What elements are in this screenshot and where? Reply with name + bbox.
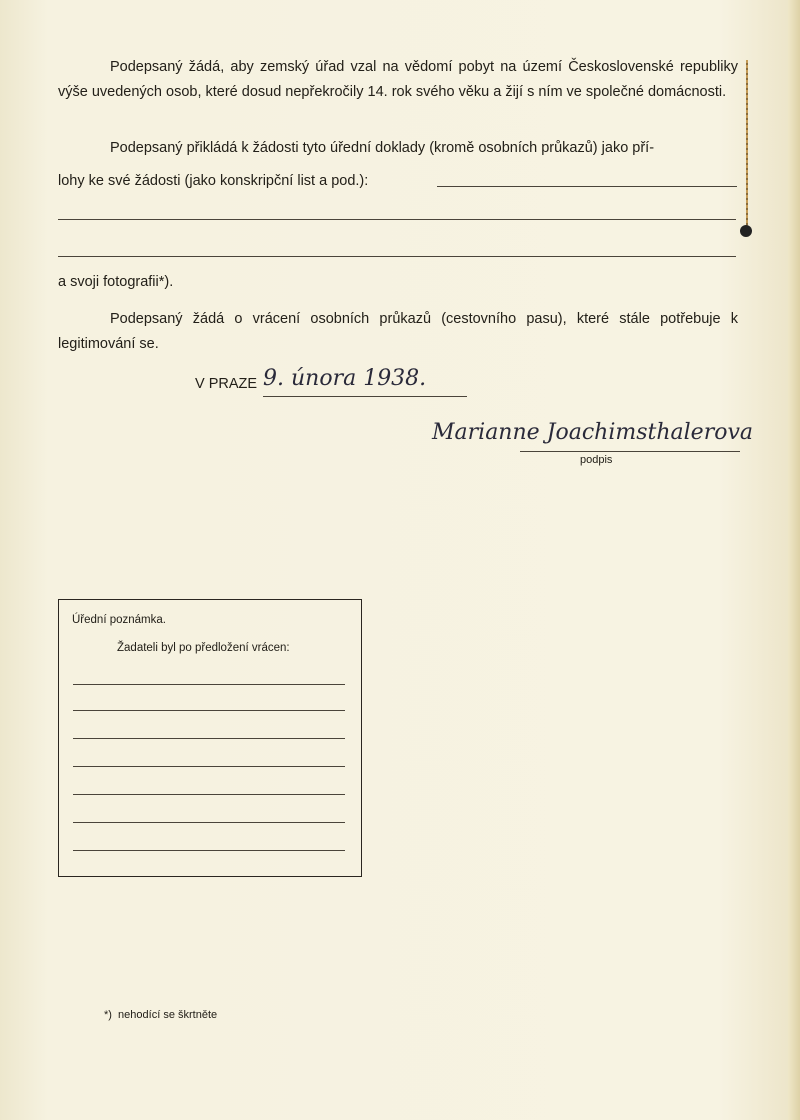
date-line	[263, 396, 467, 397]
note-line	[73, 850, 345, 851]
note-line	[73, 738, 345, 739]
paragraph-attachments-line2: lohy ke své žádosti (jako konskripční list a pod.):	[58, 173, 369, 189]
paragraph-return-documents: Podepsaný žádá o vrácení osobních průkazů (cestovního pasu), které stále potřebuje k legitimování se.	[58, 311, 738, 352]
official-note-subtitle: Žadateli byl po předložení vrácen:	[117, 642, 290, 654]
handwritten-date: 9. února 1938.	[263, 366, 427, 391]
place-label: V PRAZE	[195, 376, 258, 392]
note-line	[73, 794, 345, 795]
binding-string	[746, 60, 748, 230]
note-line	[73, 766, 345, 767]
attachments-line-1	[437, 186, 737, 187]
attachments-line-3	[58, 256, 736, 257]
footnote: *) nehodící se škrtněte	[104, 1009, 218, 1021]
page-edge	[788, 0, 800, 1120]
official-note-box	[58, 599, 362, 877]
signature-label: podpis	[580, 454, 613, 466]
official-note-title: Úřední poznámka.	[72, 614, 166, 626]
paragraph-stay-notice: Podepsaný žádá, aby zemský úřad vzal na vědomí pobyt na území Československé republiky výše uvedených osob, které dosud nepřekročily 14. rok svého věku a žijí s ním ve společné domácnosti.	[58, 59, 738, 100]
note-line	[73, 684, 345, 685]
note-line	[73, 710, 345, 711]
paragraph-photo: a svoji fotografii*).	[58, 274, 174, 290]
handwritten-signature: Marianne Joachimsthalerova	[432, 420, 754, 445]
attachments-line-2	[58, 219, 736, 220]
note-line	[73, 822, 345, 823]
paragraph-attachments-line1: Podepsaný přikládá k žádosti tyto úřední doklady (kromě osobních průkazů) jako pří-	[110, 140, 655, 156]
binding-hole	[740, 225, 752, 237]
signature-line	[520, 451, 740, 452]
